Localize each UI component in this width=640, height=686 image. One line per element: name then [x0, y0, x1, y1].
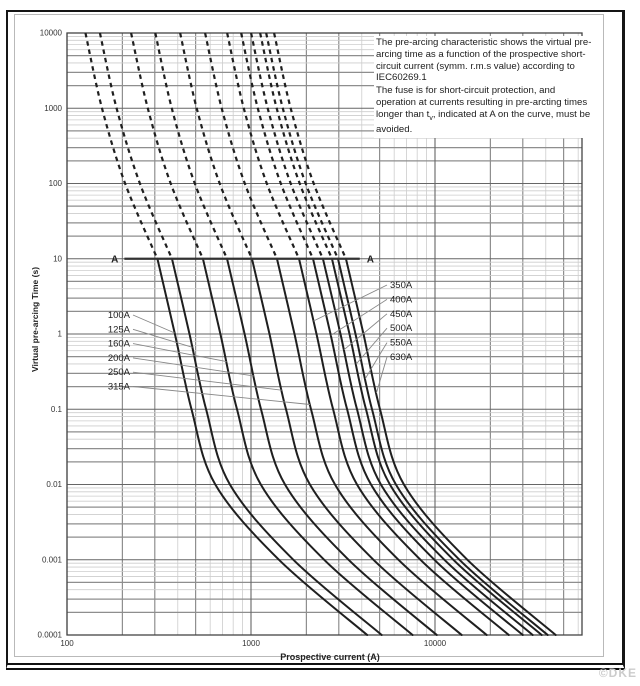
curve-solid-500A: [332, 259, 542, 635]
curve-label-100A: 100A: [107, 310, 130, 321]
curve-dashed-125A: [100, 33, 172, 259]
leader-line-125A: [133, 329, 192, 347]
curve-dashed-200A: [155, 33, 227, 259]
curve-label-350A: 350A: [390, 280, 413, 291]
y-tick-label: 0.001: [41, 555, 62, 565]
curve-dashed-500A: [260, 33, 332, 259]
curve-dashed-250A: [180, 33, 252, 259]
y-tick-label: 10000: [39, 28, 62, 38]
curve-dashed-400A: [241, 33, 313, 259]
curve-label-160A: 160A: [107, 338, 130, 350]
curve-label-630A: 630A: [390, 352, 413, 363]
x-tick-label: 100: [60, 639, 74, 648]
note-paragraph-2: The fuse is for short-circuit protection, and operation at currents resulting in pre-arcting times longer than $t_v$, indicated at A on the curve, must be avoided.: [376, 85, 591, 136]
x-axis-title: Prospective current (A): [280, 652, 380, 662]
y-axis-title: Virtual pre-arcing Time (s): [30, 266, 40, 372]
curve-dashed-160A: [131, 33, 203, 259]
leader-line-100A: [133, 315, 175, 333]
curve-solid-450A: [323, 259, 533, 635]
curve-dashed-100A: [85, 33, 157, 259]
curve-dashed-450A: [251, 33, 323, 259]
curve-label-400A: 400A: [390, 294, 413, 306]
curve-dashed-350A: [227, 33, 299, 259]
curve-label-550A: 550A: [390, 337, 413, 349]
y-tick-label: 0.1: [50, 404, 62, 414]
description-note: [374, 36, 598, 138]
leader-line-630A: [376, 357, 387, 393]
y-tick-label: 0.0001: [37, 630, 62, 640]
note-paragraph-1: The pre-arcing characteristic shows the virtual pre-arcing time as a function of the prospective short-circuit current (symm. r.m.s value) according to IEC60269.1: [376, 37, 592, 84]
marker-A-label-left: A: [111, 254, 119, 266]
tv-subscript: v: [429, 114, 433, 122]
x-tick-label: 10000: [423, 639, 447, 648]
y-tick-label: 1000: [44, 103, 62, 113]
curve-label-500A: 500A: [390, 323, 413, 335]
x-tick-label: 1000: [242, 639, 260, 648]
curve-label-250A: 250A: [107, 367, 130, 379]
curve-solid-630A: [346, 259, 556, 635]
y-tick-label: 0.01: [46, 480, 62, 489]
curve-label-125A: 125A: [107, 324, 130, 336]
marker-A-label-right: A: [366, 254, 374, 266]
curve-dashed-550A: [266, 33, 338, 259]
y-tick-label: 100: [48, 179, 62, 188]
curve-label-315A: 315A: [107, 381, 130, 393]
y-tick-label: 10: [53, 254, 62, 264]
watermark: ©DKE: [598, 666, 637, 680]
curve-dashed-630A: [274, 33, 346, 259]
y-tick-label: 1: [57, 329, 62, 339]
curve-label-200A: 200A: [107, 352, 130, 364]
curve-label-450A: 450A: [390, 308, 413, 320]
